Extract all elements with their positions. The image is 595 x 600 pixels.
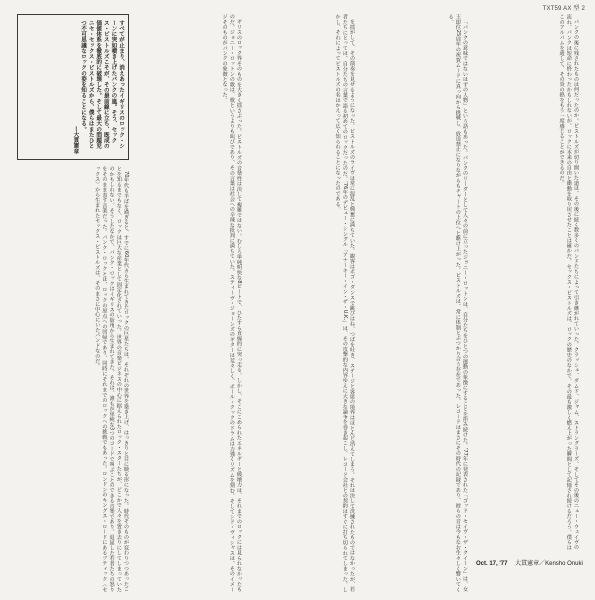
- text-column-5: [468, 14, 579, 550]
- intro-box: [17, 14, 129, 160]
- text-column-3: [242, 14, 355, 592]
- column-5-text: パンクの後に残されたものは何だったのか。ピストルズが切り開いた道は、その後に続く数多くのバンドたちによって引き継がれていった。クラッシュ、ダムド、ジャム、ストラングラーズ、そしてその後のニュー・ウェイヴの流れ。パンクは短命に終わったかもしれないが、ロックに本来の自由と衝動を取り戻させたことは確かだ。セックス・ピストルズは、ロックの歴史のなかで、その最も激しく燃え上がった瞬間として記憶され続けるだろう。僕らはこのアルバムを通して、その炎の熱をもう一度感じることができるのだ。: [558, 14, 579, 550]
- catalog-number: TXT59 AX 型 2: [542, 6, 585, 12]
- column-2-text: ギリスのロック界そのものを大きく揺さぶった。ピストルズの音楽性は決して複雑ではない。むしろ単純明快な8ビートで、ひたすら直線的に突っ走る。しかし、そこにこめられたエネルギーと破壊力は、それまでのロックには見られなかったものだ。ジョニー・ロットンの歌は、歌というよりも叫びであり、その言葉は社会への辛辣な批判に満ちていた。スティーヴ・ジョーンズのギターは荒々しく、ポール・クックのドラムは力強くリズムを刻む。そしてシド・ヴィシャスは、そのイメージそのものがパンクの象徴となった。: [221, 14, 242, 592]
- intro-byline: —大貫憲章: [72, 126, 79, 154]
- text-column-2: [129, 14, 242, 592]
- intro-text: すべてが止まり、消えあったイギリスのロック・シーンに突如噴き上げたパンクの嵐。そう、セックス・ピストルズこそが、その最前線に立ち、既成の価値体系を徹底的に破壊した。そして最大の問題児ニセ・セックス・ピストルズから、僕らはまたひとつ不可思議なロックの姿を知ることになる。: [80, 20, 124, 149]
- signature: [476, 558, 583, 567]
- column-3-text: を揺がして、その演奏を見せるようになった。ピストルズのライヴは常に混乱と興奮に満ちていた。観客はポゴ・ダンスで跳びはね、つばを吐き、ステージと客席の境界はほとんど消えてしまう。それは決して洗練されたものではなかったが、若者たちにとっては、自分たちの言葉で語る初めてのロックだったのだ。'76年のデビュー・シングル「アナーキー・イン・ザ・U.K.」は、その攻撃的な内容ゆえに大きな論争を巻き起こし、レコード会社との契約はすぐに打ち切られてしまった。しかし、それによってピストルズの名はかえって広く知られることになったのである。: [334, 14, 355, 592]
- column-1-text: 70年代も半ばを過ぎると、すでに60年代カら生まれてきたロックの巨星たちは、それぞれの世界を築き上げ、はっきりと目に映る形になった。時代そのものが変わりつつあったことを知るまでもなく、ロックは巨大な産業として固定化されていった。世界の音楽ビジネスの中心に据えられたロック・スターたちが、どこかで人々を置き去りにしてしまっていたのかもしれない。そうしたなかで、パンク・ロックはイギリスの街角から生まれてきた。それは、誰もが単純な3つのコードで叫ぶことのできる音楽であり、退屈した若者たちの怒りをそのまま表す音楽だった。パンク・ロックとは、ロックの原点への回帰であり、同時にそれまでのロックへの挑戦でもあった。ロンドンのキングス・ロードにあるブティック〈セックス〉から生まれたセックス・ピストルズは、そのまさに中心にいたバンドなのだ。: [94, 166, 129, 592]
- text-column-1: [17, 166, 129, 592]
- liner-notes-page: [17, 14, 579, 592]
- text-column-4: [355, 14, 468, 592]
- intro-author: 大貫憲章: [72, 131, 79, 154]
- signature-date: Oct. 17, '77: [476, 561, 508, 567]
- signature-author: 大貫憲章／Kensho Onuki: [515, 561, 583, 567]
- column-4-text: 「パンクの意味ではないはずの人物」という話もあった。パンクのリーダーとして人々の前に立ったジョニー・ロットンは、自分たちをひとつの運動の象徴にすることを拒み続けた。'77年に発表された「ゴッド・セイヴ・ザ・クイーン」は、女王即位25周年の祝賀ムードに真っ向から挑戦し、放送禁止になりながらもチャートの上位へと駆け上がった。ピストルズは、常に体制とぶつかり合う存在であった。レコードはまさにその時代の記録であり、彼らの音は今もなお生々しく響いてくる。: [447, 14, 468, 592]
